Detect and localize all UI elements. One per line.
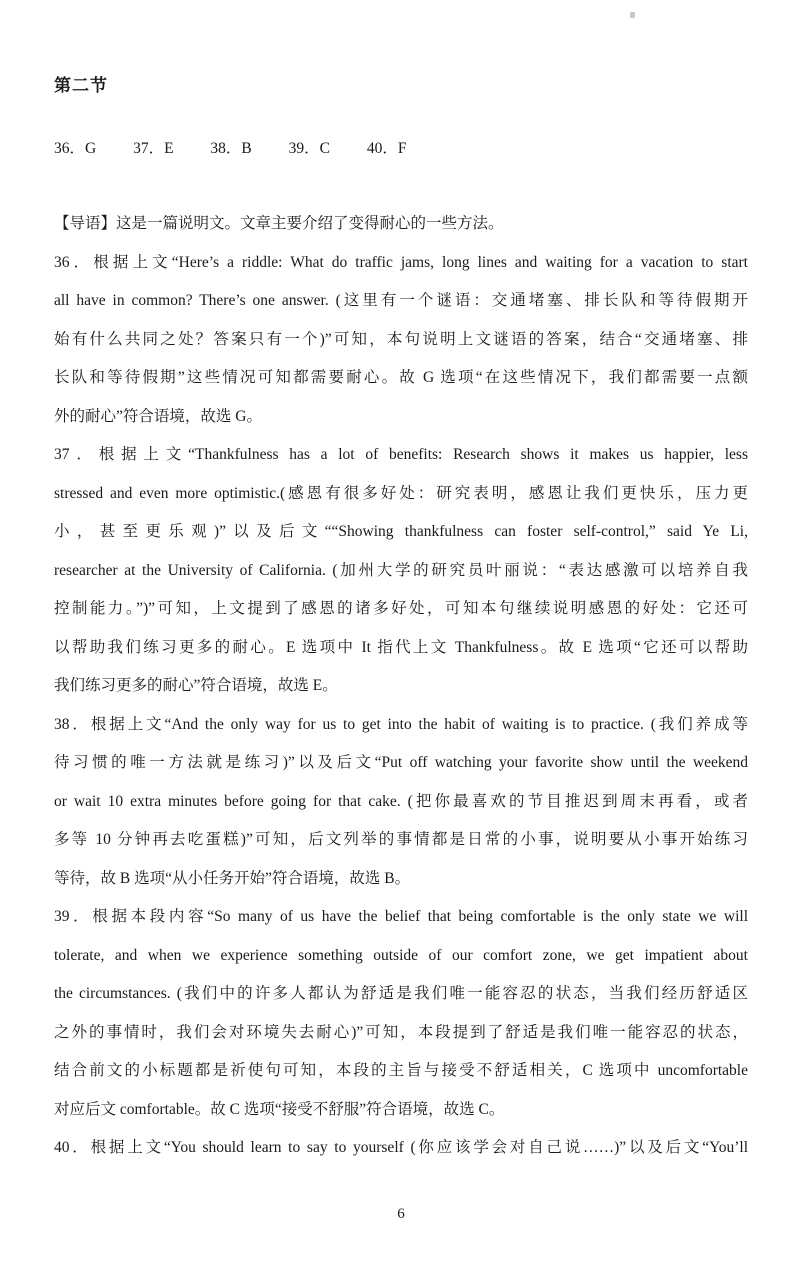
explanation-line: 我们练习更多的耐心”符合语境，故选 E。	[54, 677, 338, 694]
answer-40: 40．F	[366, 139, 407, 157]
explanation-line: 小，甚至更乐观)”以及后文““Showing thankfulness can foster self-control,” said Ye Li,	[54, 523, 748, 540]
explanation-line: 始有什么共同之处？答案只有一个)”可知，本句说明上文谜语的答案，结合“交通堵塞、排	[54, 330, 748, 348]
explanation-line: the circumstances. (我们中的许多人都认为舒适是我们唯一能容忍的状态，当我们经历舒适区	[54, 985, 748, 1002]
explanation-line: 多等 10 分钟再去吃蛋糕)”可知，后文列举的事情都是日常的小事，说明要从小事开始练习	[54, 831, 748, 848]
explanation-40	[54, 1129, 748, 1168]
explanation-line: 39．根据本段内容“So many of us have the belief that being comfortable is the only state we will	[54, 908, 748, 925]
explanation-line: 对应后文 comfortable。故 C 选项“接受不舒服”符合语境，故选 C。	[54, 1100, 505, 1118]
scan-artifact-dot	[630, 12, 635, 18]
answer-37: 37．E	[133, 139, 174, 157]
explanation-line: 38．根据上文“And the only way for us to get into the habit of waiting is to practice. (我们养成等	[54, 715, 748, 733]
explanation-line: all have in common? There’s one answer. (这里有一个谜语：交通堵塞、排长队和等待假期开	[54, 292, 748, 309]
explanation-line: researcher at the University of California. (加州大学的研究员叶丽说：“表达感激可以培养自我	[54, 561, 748, 579]
answer-39: 39．C	[288, 139, 330, 157]
explanation-line: 37．根据上文“Thankfulness has a lot of benefits: Research shows it makes us happier, less	[54, 446, 748, 463]
explanation-38	[54, 706, 748, 899]
explanation-line: 40．根据上文“You should learn to say to yourself (你应该学会对自己说……)”以及后文“You’ll	[54, 1139, 748, 1156]
explanation-37	[54, 436, 748, 706]
intro-note: 【导语】这是一篇说明文。文章主要介绍了变得耐心的一些方法。	[54, 215, 504, 232]
explanations-block	[54, 244, 748, 1168]
explanation-line: 长队和等待假期”这些情况可知都需要耐心。故 G 选项“在这些情况下，我们都需要一点额	[54, 369, 748, 386]
answer-38: 38．B	[210, 139, 252, 157]
explanation-line: 等待，故 B 选项“从小任务开始”符合语境，故选 B。	[54, 869, 411, 887]
explanation-line: 待习惯的唯一方法就是练习)”以及后文“Put off watching your favorite show until the weekend	[54, 754, 748, 771]
explanation-line: 36．根据上文“Here’s a riddle: What do traffic jams, long lines and waiting for a vacation to start	[54, 253, 748, 271]
explanation-line: 之外的事情时，我们会对环境失去耐心)”可知，本段提到了舒适是我们唯一能容忍的状态，	[54, 1023, 748, 1041]
explanation-line: tolerate, and when we experience something outside of our comfort zone, we get impatient about	[54, 946, 748, 964]
explanation-line: 控制能力。”)”可知，上文提到了感恩的诸多好处，可知本句继续说明感恩的好处：它还可	[54, 600, 748, 617]
page-number: 6	[397, 1205, 405, 1222]
explanation-36	[54, 244, 748, 437]
answer-key-row	[54, 130, 748, 169]
answer-36: 36．G	[54, 139, 97, 157]
explanation-line: stressed and even more optimistic.(感恩有很多好处：研究表明，感恩让我们更快乐，压力更	[54, 484, 748, 502]
explanation-line: 结合前文的小标题都是祈使句可知，本段的主旨与接受不舒适相关，C 选项中 uncomfortable	[54, 1062, 748, 1079]
section-heading: 第二节	[54, 76, 108, 95]
explanation-39	[54, 898, 748, 1129]
explanation-line: 外的耐心”符合语境，故选 G。	[54, 407, 262, 425]
explanation-line: or wait 10 extra minutes before going for that cake. (把你最喜欢的节目推迟到周末再看，或者	[54, 792, 748, 810]
explanation-line: 以帮助我们练习更多的耐心。E 选项中 It 指代上文 Thankfulness。故 E 选项“它还可以帮助	[54, 638, 748, 656]
